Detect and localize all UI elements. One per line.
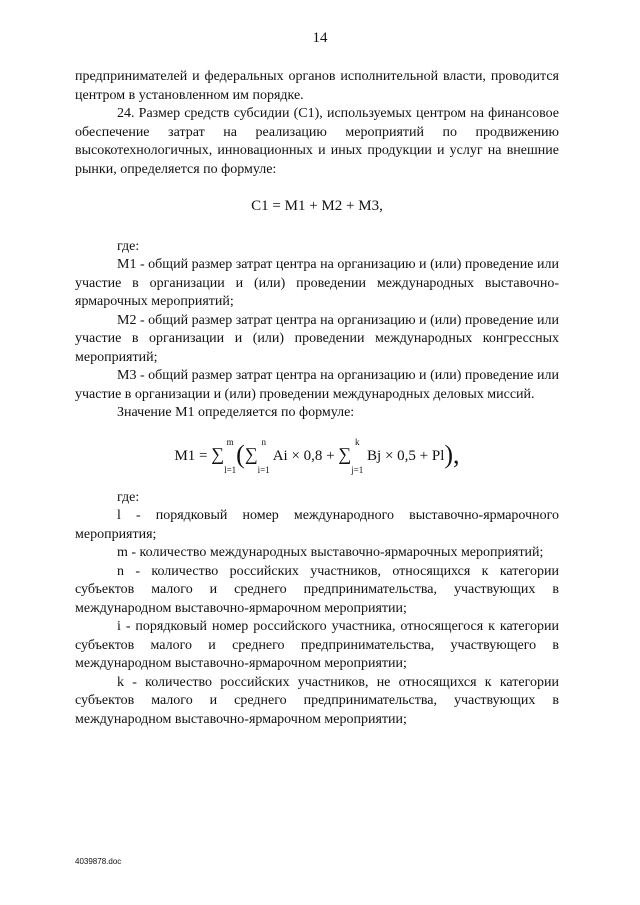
where-label-1: где: [117,238,140,254]
formula-lhs: M1 = [174,447,208,464]
sum-j-symbol: ∑ [338,443,352,464]
formula-term-bj: Bj × 0,5 + Pl [367,447,445,464]
definition-m2: M2 - общий размер затрат центра на организацию и (или) проведение или участие в организации и (или) проведении международных конгрессных мероприятий; [75,312,559,365]
definition-l: l - порядковый номер международного выставочно-ярмарочного мероприятия; [75,508,559,542]
document-body [75,68,559,729]
definition-n: n - количество российских участников, относящихся к категории субъектов малого и среднего предпринимательства, участвующих в международном выставочно-ярмарочном мероприятии; [75,563,559,616]
m1-formula-intro: Значение M1 определяется по формуле: [117,405,355,420]
sum-l-top: m [226,436,234,447]
definition-i: i - порядковый номер российского участника, относящегося к категории субъектов малого и среднего предпринимательства, участвующего в международном выставочно-ярмарочном мероприятии; [75,619,559,671]
file-footer: 4039878.doc [75,857,122,866]
definition-k: k - количество российских участников, не относящихся к категории субъектов малого и среднего предпринимательства, участвующих в международном выставочно-ярмарочном мероприятии; [75,674,559,727]
sum-i-top: n [261,436,266,447]
definition-m: m - количество международных выставочно-ярмарочных мероприятий; [117,545,544,560]
sum-j-top: k [354,436,360,447]
sum-i-symbol: ∑ [244,443,258,464]
definition-m1: M1 - общий размер затрат центра на организацию и (или) проведение или участие в организации и (или) проведении международных выставочно-ярмарочных мероприятий; [75,257,559,309]
page-number: 14 [312,30,328,46]
close-paren: ), [444,439,460,469]
open-paren: ( [236,439,245,469]
paragraph-24: 24. Размер средств субсидии (C1), используемых центром на финансовое обеспечение затрат на реализацию мероприятий по продвижению высокотехнологичных, инновационных и иных продукции и услуг на внешние рынки, определяется по формуле: [75,106,559,177]
sum-j-bottom: j=1 [351,465,364,475]
sum-l-symbol: ∑ [211,443,225,464]
formula-m1 [75,433,559,479]
paragraph-continuation: предпринимателей и федеральных органов исполнительной власти, проводится центром в установленном им порядке. [75,69,559,103]
sum-l-bottom: l=1 [224,465,237,475]
sum-i-bottom: i=1 [257,465,270,475]
formula-term-ai: Ai × 0,8 + [272,447,335,464]
formula-c1: C1 = M1 + M2 + M3, [251,198,383,214]
where-label-2: где: [117,489,140,505]
definition-m3: M3 - общий размер затрат центра на организацию и (или) проведение или участие в организации и (или) проведении международных деловых миссий. [75,368,559,402]
